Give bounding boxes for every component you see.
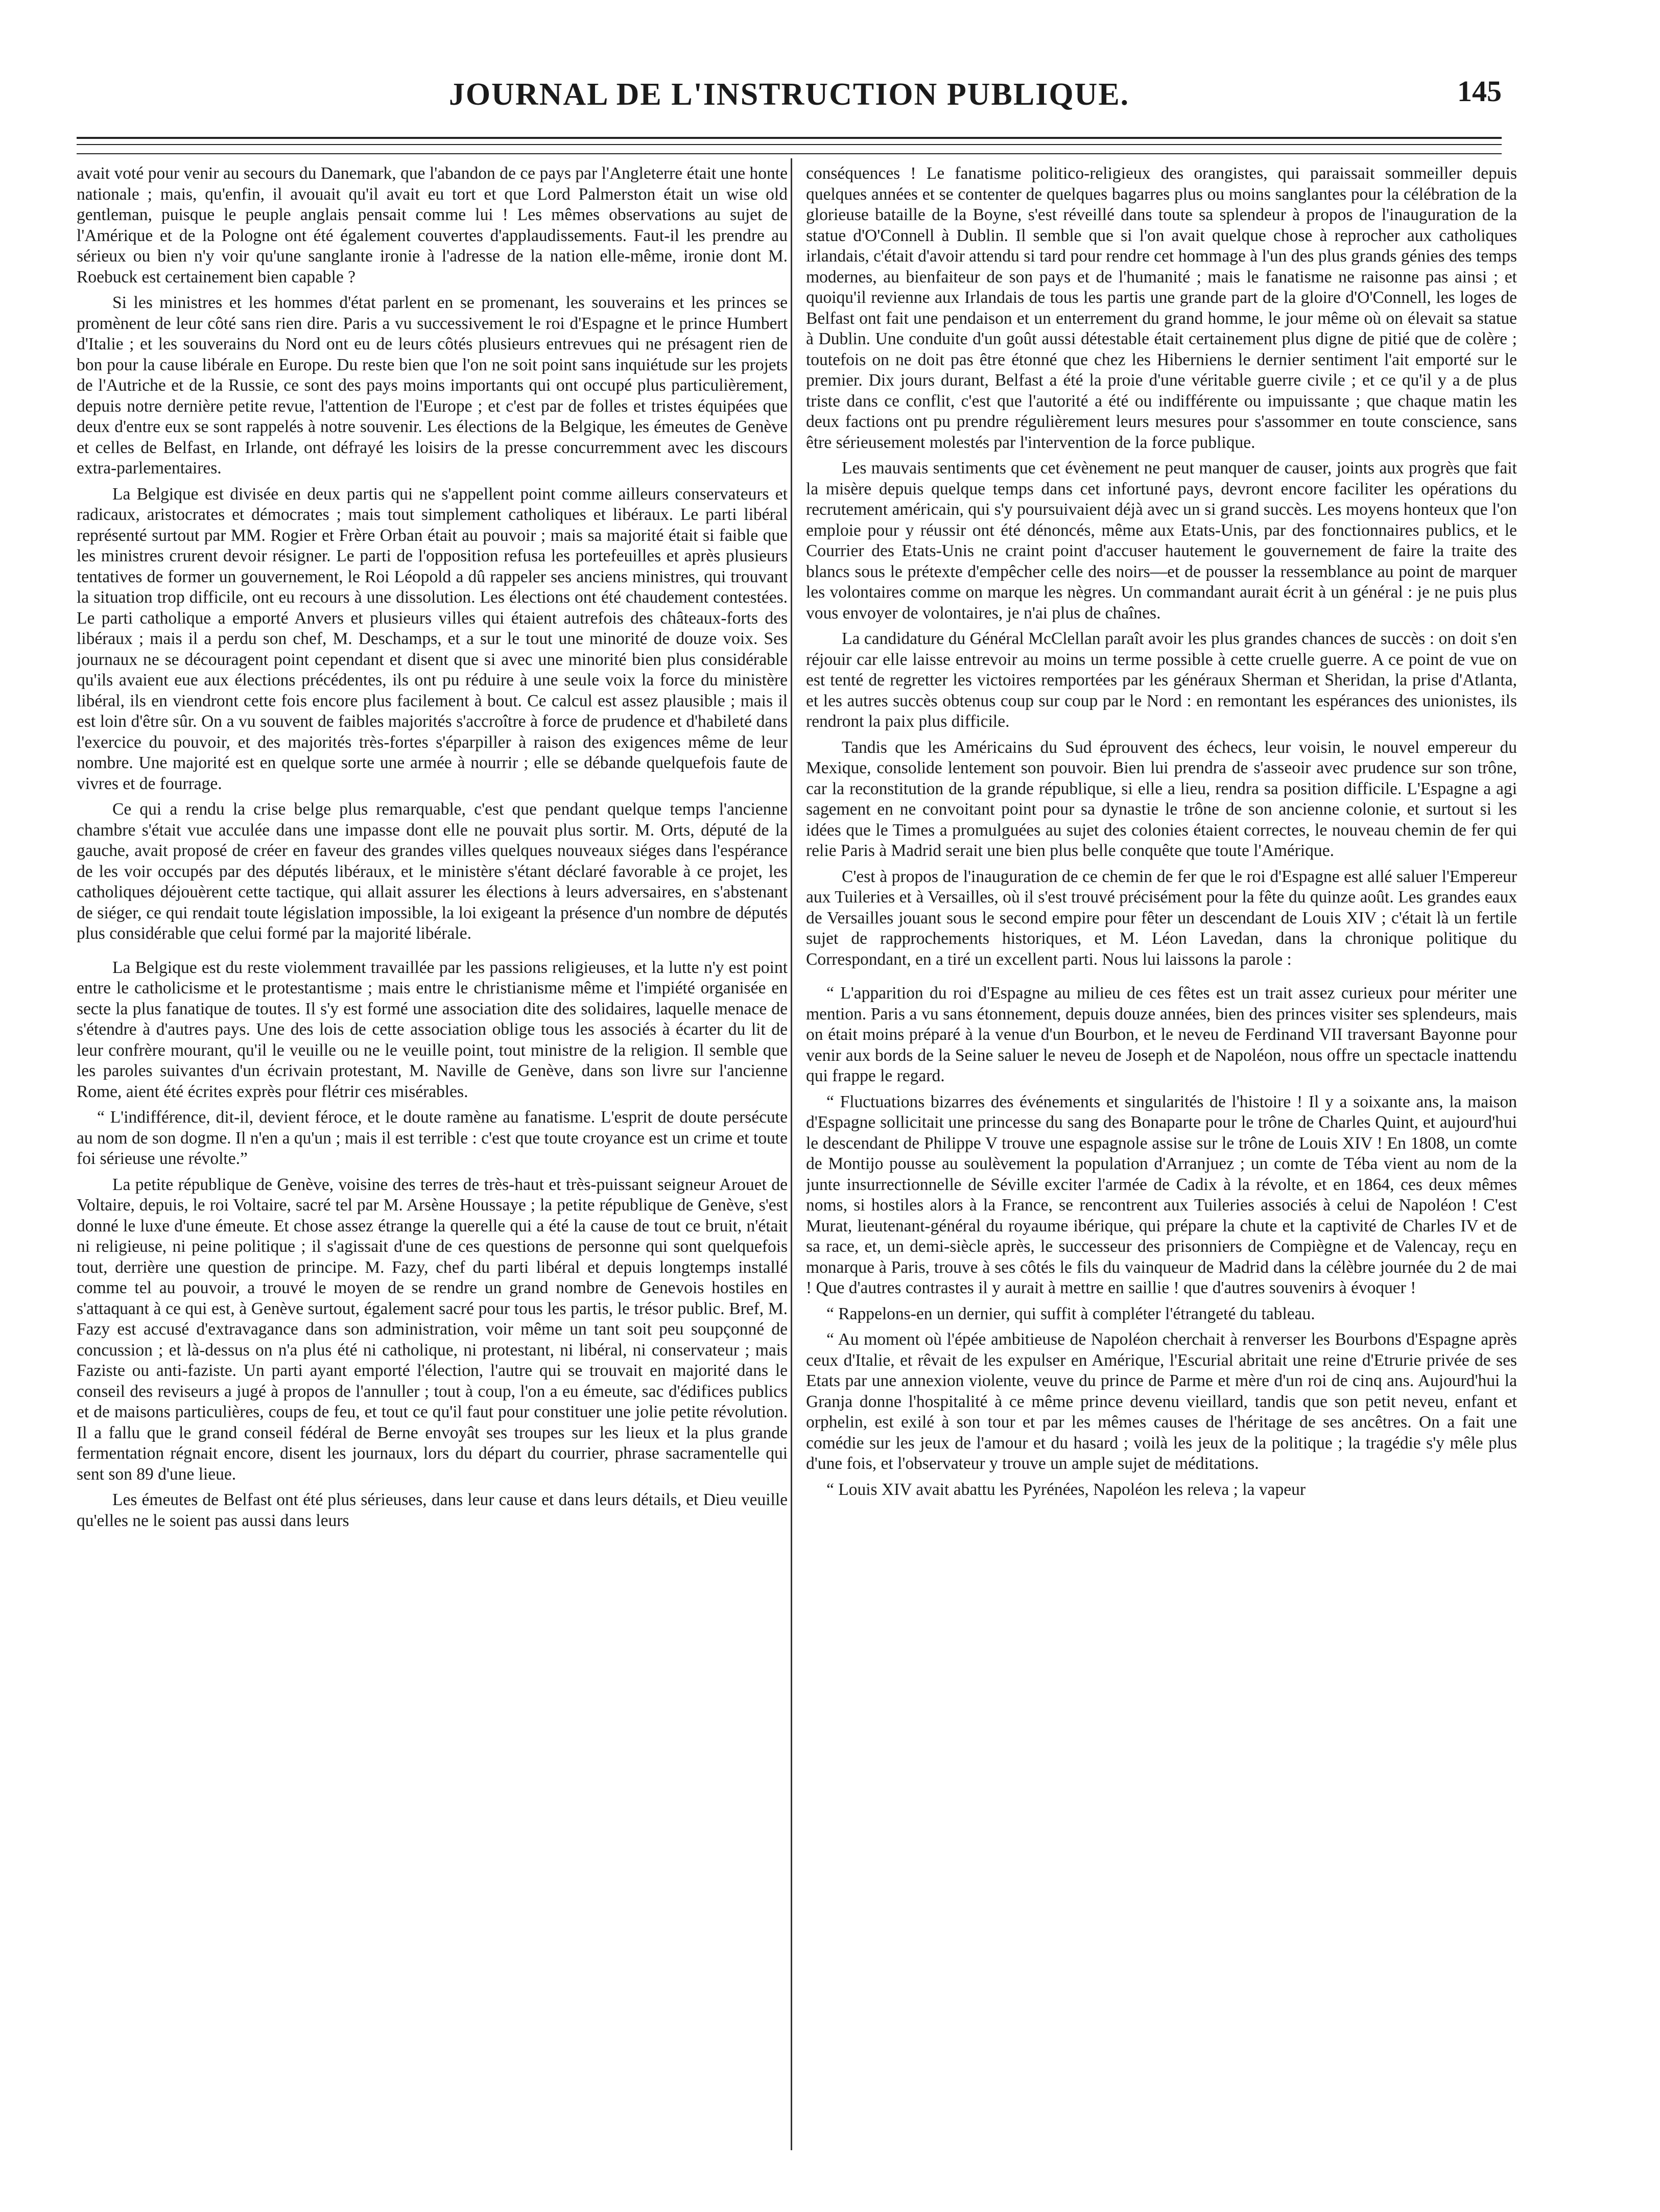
header-rule-thin <box>77 144 1502 145</box>
paragraph: Ce qui a rendu la crise belge plus remarquable, c'est que pendant quelque temps l'ancienne chambre s'était vue acculée dans une impasse dont elle ne pouvait plus sortir. M. Orts, député de la gauche, avait proposé de créer en faveur des grandes villes quelques nouveaux siéges dans l'espérance de les voir occupés par des députés libéraux, et le ministère s'étant déclaré favorable à ce projet, les catholiques déjouèrent cette tactique, qui allait assurer les élections à leurs adversaires, en s'abstenant de siéger, ce qui rendait toute législation impossible, la loi exigeant la présence d'un nombre de députés plus considérable que celui formé par la majorité libérale. <box>77 800 788 943</box>
quotation: “ Rappelons-en un dernier, qui suffit à compléter l'étrangeté du tableau. <box>826 1304 1315 1323</box>
paragraph: La candidature du Général McClellan paraît avoir les plus grandes chances de succès : on doit s'en réjouir car elle laisse entrevoir au moins un terme possible à cette cruelle guerre. A ce point de vue on est tenté de regretter les victoires remportées par les généraux Sherman et Sheridan, la prise d'Atlanta, et les autres succès obtenus coup sur coup par le Nord : en remontant les espérances des unionistes, ils rendront la paix plus difficile. <box>806 629 1517 731</box>
page-header <box>77 77 1502 133</box>
paragraph: La Belgique est du reste violemment travaillée par les passions religieuses, et la lutte n'y est point entre le catholicisme et le protestantisme ; mais entre le christianisme même et l'impiété organisée en secte la plus fanatique de toutes. Il s'y est formé une association dite des solidaires, laquelle menace de s'étendre à d'autres pays. Une des lois de cette association oblige tous les associés à écarter du lit de leur confrère mourant, qu'il le veuille ou ne le veuille point, tout ministre de la religion. Il semble que les paroles suivantes d'un écrivain protestant, M. Naville de Genève, dans son livre sur l'ancienne Rome, aient été écrites exprès pour flétrir ces misérables. <box>77 958 788 1101</box>
left-column <box>77 163 788 2145</box>
paragraph: Si les ministres et les hommes d'état parlent en se promenant, les souverains et les princes se promènent de leur côté sans rien dire. Paris a vu successivement le roi d'Espagne et le prince Humbert d'Italie ; et les souverains du Nord ont eu de leurs côtés plusieurs entrevues qui ne présagent rien de bon pour la cause libérale en Europe. Du reste bien que l'on ne soit point sans inquiétude sur les projets de l'Autriche et de la Russie, ce sont des pays moins importants qui ont occupé plus particulièrement, depuis notre dernière petite revue, l'attention de l'Europe ; et c'est par de folles et tristes équipées que deux d'entre eux se sont rappelés à notre souvenir. Les élections de la Belgique, les émeutes de Genève et celles de Belfast, en Irlande, ont défrayé les loisirs de la presse concurremment avec les discours extra-parlementaires. <box>77 293 788 478</box>
paragraph: La Belgique est divisée en deux partis qui ne s'appellent point comme ailleurs conservateurs et radicaux, aristocrates et démocrates ; mais tout simplement catholiques et libéraux. Le parti libéral représenté surtout par MM. Rogier et Frère Orban était au pouvoir ; mais sa majorité était si faible que les ministres crurent devoir résigner. Le parti de l'opposition refusa les portefeuilles et après plusieurs tentatives de former un gouvernement, le Roi Léopold a dû rappeler ses anciens ministres, qui trouvant la situation trop difficile, ont eu recours à une dissolution. Les élections ont été chaudement contestées. Le parti catholique a emporté Anvers et plusieurs villes qui étaient autrefois des châteaux-forts des libéraux ; mais il a perdu son chef, M. Deschamps, et a sur le tout une minorité de douze voix. Ses journaux ne se découragent point cependant et disent que si avec une minorité bien plus considérable qu'ils avaient eue aux élections précédentes, ils ont pu réduire à une seule voix la force du ministère libéral, ils en viendront cette fois encore plus facilement à bout. Ce calcul est assez plausible ; mais il est loin d'être sûr. On a vu souvent de faibles majorités s'accroître à force de prudence et d'habileté dans l'exercice du pouvoir, et des majorités très-fortes s'éparpiller à raison des exigences même de leur nombre. Une majorité est en quelque sorte une armée à nourrir ; elle se débande quelquefois faute de vivres et de fourrage. <box>77 484 788 793</box>
header-rule-bottom <box>77 153 1502 154</box>
header-rule-thick <box>77 137 1502 139</box>
paragraph: avait voté pour venir au secours du Danemark, que l'abandon de ce pays par l'Angleterre était une honte nationale ; mais, qu'enfin, il avouait qu'il avait eu tort et que Lord Palmerston était un wise old gentleman, puisque le peuple anglais pensait comme lui ! Les mêmes observations au sujet de l'Amérique et de la Pologne ont été également couvertes d'applaudissements. Faut-il les prendre au sérieux ou bien n'y voir qu'une sanglante ironie à l'adresse de la nation elle-même, ironie dont M. Roebuck est certainement bien capable ? <box>77 164 788 287</box>
page-number: 145 <box>1457 75 1502 108</box>
quotation: “ L'indifférence, dit-il, devient féroce, et le doute ramène au fanatisme. L'esprit de doute persécute au nom de son dogme. Il n'en a qu'un ; mais il est terrible : c'est que toute croyance est un crime et toute foi sérieuse une révolte.” <box>77 1108 788 1168</box>
quotation: “ L'apparition du roi d'Espagne au milieu de ces fêtes est un trait assez curieux pour mériter une mention. Paris a vu sans étonnement, depuis douze années, bien des princes visiter ses splendeurs, mais on était moins préparé à la venue d'un Bourbon, et le neveu de Ferdinand VII traversant Bayonne pour venir aux bords de la Seine saluer le neveu de Joseph et de Napoléon, nous offre un spectacle inattendu qui frappe le regard. <box>806 984 1517 1085</box>
paragraph: Tandis que les Américains du Sud éprouvent des échecs, leur voisin, le nouvel empereur du Mexique, consolide lentement son pouvoir. Bien lui prendra de s'asseoir avec prudence sur son trône, car la reconstitution de la grande république, si elle a lieu, rendra sa position difficile. L'Espagne a agi sagement en ne convoitant point pour sa dynastie le trône de son ancienne colonie, et surtout si les idées que le Times a promulguées au sujet des colonies étaient correctes, le nouveau chemin de fer qui relie Paris à Madrid serait une bien plus belle conquête que toute l'Amérique. <box>806 738 1517 860</box>
running-head-title: JOURNAL DE L'INSTRUCTION PUBLIQUE. <box>448 77 1130 112</box>
column-divider <box>791 158 792 2150</box>
paragraph: La petite république de Genève, voisine des terres de très-haut et très-puissant seigneur Arouet de Voltaire, depuis, le roi Voltaire, sacré tel par M. Arsène Houssaye ; la petite république de Genève, s'est donné le luxe d'une émeute. Et chose assez étrange la querelle qui a été la cause de tout ce bruit, n'était ni religieuse, ni peine politique ; il s'agissait d'une de ces questions de personne qui sont quelquefois tout, derrière une question de principe. M. Fazy, chef du parti libéral et depuis longtemps installé comme tel au pouvoir, a trouvé le moyen de se rendre un grand nombre de Genevois hostiles en s'attaquant à ce qui est, à Genève surtout, également sacré pour tous les partis, le trésor public. Bref, M. Fazy est accusé d'extravagance dans son administration, voir même un tant soit peu soupçonné de concussion ; et là-dessus on n'a plus été ni catholique, ni protestant, ni libéral, ni conservateur ; mais Faziste ou anti-faziste. Un parti ayant emporté l'élection, l'autre qui se trouvait en majorité dans le conseil des reviseurs a jugé à propos de l'annuller ; tout à coup, l'on a eu émeute, sac d'édifices publics et de maisons particulières, coups de feu, et tout ce qu'il faut pour constituer une jolie petite révolution. Il a fallu que le grand conseil fédéral de Berne envoyât ses troupes sur les lieux et la plus grande fermentation régnait encore, disent les journaux, lors du départ du courrier, phrase sacramentelle qui sent son 89 d'une lieue. <box>77 1175 788 1484</box>
paragraph: Les émeutes de Belfast ont été plus sérieuses, dans leur cause et dans leurs détails, et Dieu veuille qu'elles ne le soient pas aussi dans leurs <box>77 1490 788 1530</box>
quotation: “ Au moment où l'épée ambitieuse de Napoléon cherchait à renverser les Bourbons d'Espagne après ceux d'Italie, et rêvait de les expulser en Amérique, l'Escurial abritait une reine d'Etrurie privée de ses Etats par une annexion violente, veuve du prince de Parme et mère d'un roi de cinq ans. Aujourd'hui la Granja donne l'hospitalité à ce même prince devenu vieillard, tandis que son petit neveu, enfant et orphelin, est exilé à son tour et par les mêmes causes de l'héritage de ses ancêtres. On a fait une comédie sur les jeux de l'amour et du hasard ; voilà les jeux de la politique ; la tragédie s'y mêle plus d'une fois, et l'observateur y trouve un ample sujet de méditations. <box>806 1330 1517 1473</box>
quotation: “ Fluctuations bizarres des événements et singularités de l'histoire ! Il y a soixante ans, la maison d'Espagne sollicitait une princesse du sang des Bonaparte pour le trône de Charles Quint, et aujourd'hui le descendant de Philippe V trouve une espagnole assise sur le trône de Louis XIV ! En 1808, un comte de Montijo pousse au soulèvement la population d'Arranjuez ; un comte de Téba vient au nom de la junte insurrectionnelle de Séville exciter l'armée de Cadix à la révolte, et en 1864, ces deux mêmes noms, si hostiles alors à la France, se rencontrent aux Tuileries associés à celui de Napoléon ! C'est Murat, lieutenant-général du royaume ibérique, qui prépare la chute et la captivité de Charles IV et de sa race, et, un demi-siècle après, le successeur des prisonniers de Compiègne et de Valencay, reçu en monarque à Paris, trouve à ses côtés le fils du vainqueur de Madrid dans la célèbre journée du 2 de mai ! Que d'autres contrastes il y aurait à mettre en saillie ! que d'autres souvenirs à évoquer ! <box>806 1092 1517 1297</box>
quotation: “ Louis XIV avait abattu les Pyrénées, Napoléon les releva ; la vapeur <box>826 1480 1306 1499</box>
right-column <box>806 163 1517 2145</box>
paragraph: C'est à propos de l'inauguration de ce chemin de fer que le roi d'Espagne est allé saluer l'Empereur aux Tuileries et à Versailles, où il s'est trouvé précisément pour la fête du quinze août. Les grandes eaux de Versailles jouant sous le second empire pour fêter un descendant de Louis XIV ; c'était là un fertile sujet de rapprochements historiques, et M. Léon Lavedan, dans la chronique politique du Correspondant, en a tiré un excellent parti. Nous lui laissons la parole : <box>806 867 1517 969</box>
paragraph: Les mauvais sentiments que cet évènement ne peut manquer de causer, joints aux progrès que fait la misère depuis quelque temps dans cet infortuné pays, devront encore faciliter les opérations du recrutement américain, qui s'y poursuivaient déjà avec un si grand succès. Les moyens honteux que l'on emploie pour y réussir ont été dénoncés, même aux Etats-Unis, par des fonctionnaires publics, et le Courrier des Etats-Unis ne craint point d'accuser hautement le gouvernement de faire la traite des blancs sous le prétexte d'empêcher celle des noirs—et de pousser la ressemblance au point de marquer les volontaires comme on marque les nègres. Un commandant aurait écrit à un général : je ne puis plus vous envoyer de volontaires, je n'ai plus de chaînes. <box>806 459 1517 623</box>
paragraph: conséquences ! Le fanatisme politico-religieux des orangistes, qui paraissait sommeiller depuis quelques années et se contenter de quelques bagarres plus ou moins sanglantes pour la célébration de la glorieuse bataille de la Boyne, s'est réveillé dans toute sa splendeur à propos de l'inauguration de la statue d'O'Connell à Dublin. Il semble que si l'on avait quelque chose à reprocher aux catholiques irlandais, c'était d'avoir attendu si tard pour rendre cet hommage à l'un des plus grands génies des temps modernes, au bienfaiteur de son pays et de l'humanité ; mais le fanatisme ne raisonne pas ainsi ; et quoiqu'il revienne aux Irlandais de tous les partis une grande part de la gloire d'O'Connell, les loges de Belfast ont fait une pendaison et un enterrement du grand homme, le jour même où on élevait sa statue à Dublin. Une conduite d'un goût aussi détestable était certainement plus digne de pitié que de colère ; toutefois on ne doit pas être étonné que chez les Hiberniens le dernier sentiment l'ait emporté sur le premier. Dix jours durant, Belfast a été la proie d'une véritable guerre civile ; et ce qu'il y a de plus triste dans ce conflit, c'est que l'autorité a été ou indifférente ou impuissante ; que chaque matin les deux factions ont pu prendre régulièrement leurs mesures pour s'assommer en toute conscience, sans être sérieusement molestés par l'intervention de la force publique. <box>806 164 1517 452</box>
